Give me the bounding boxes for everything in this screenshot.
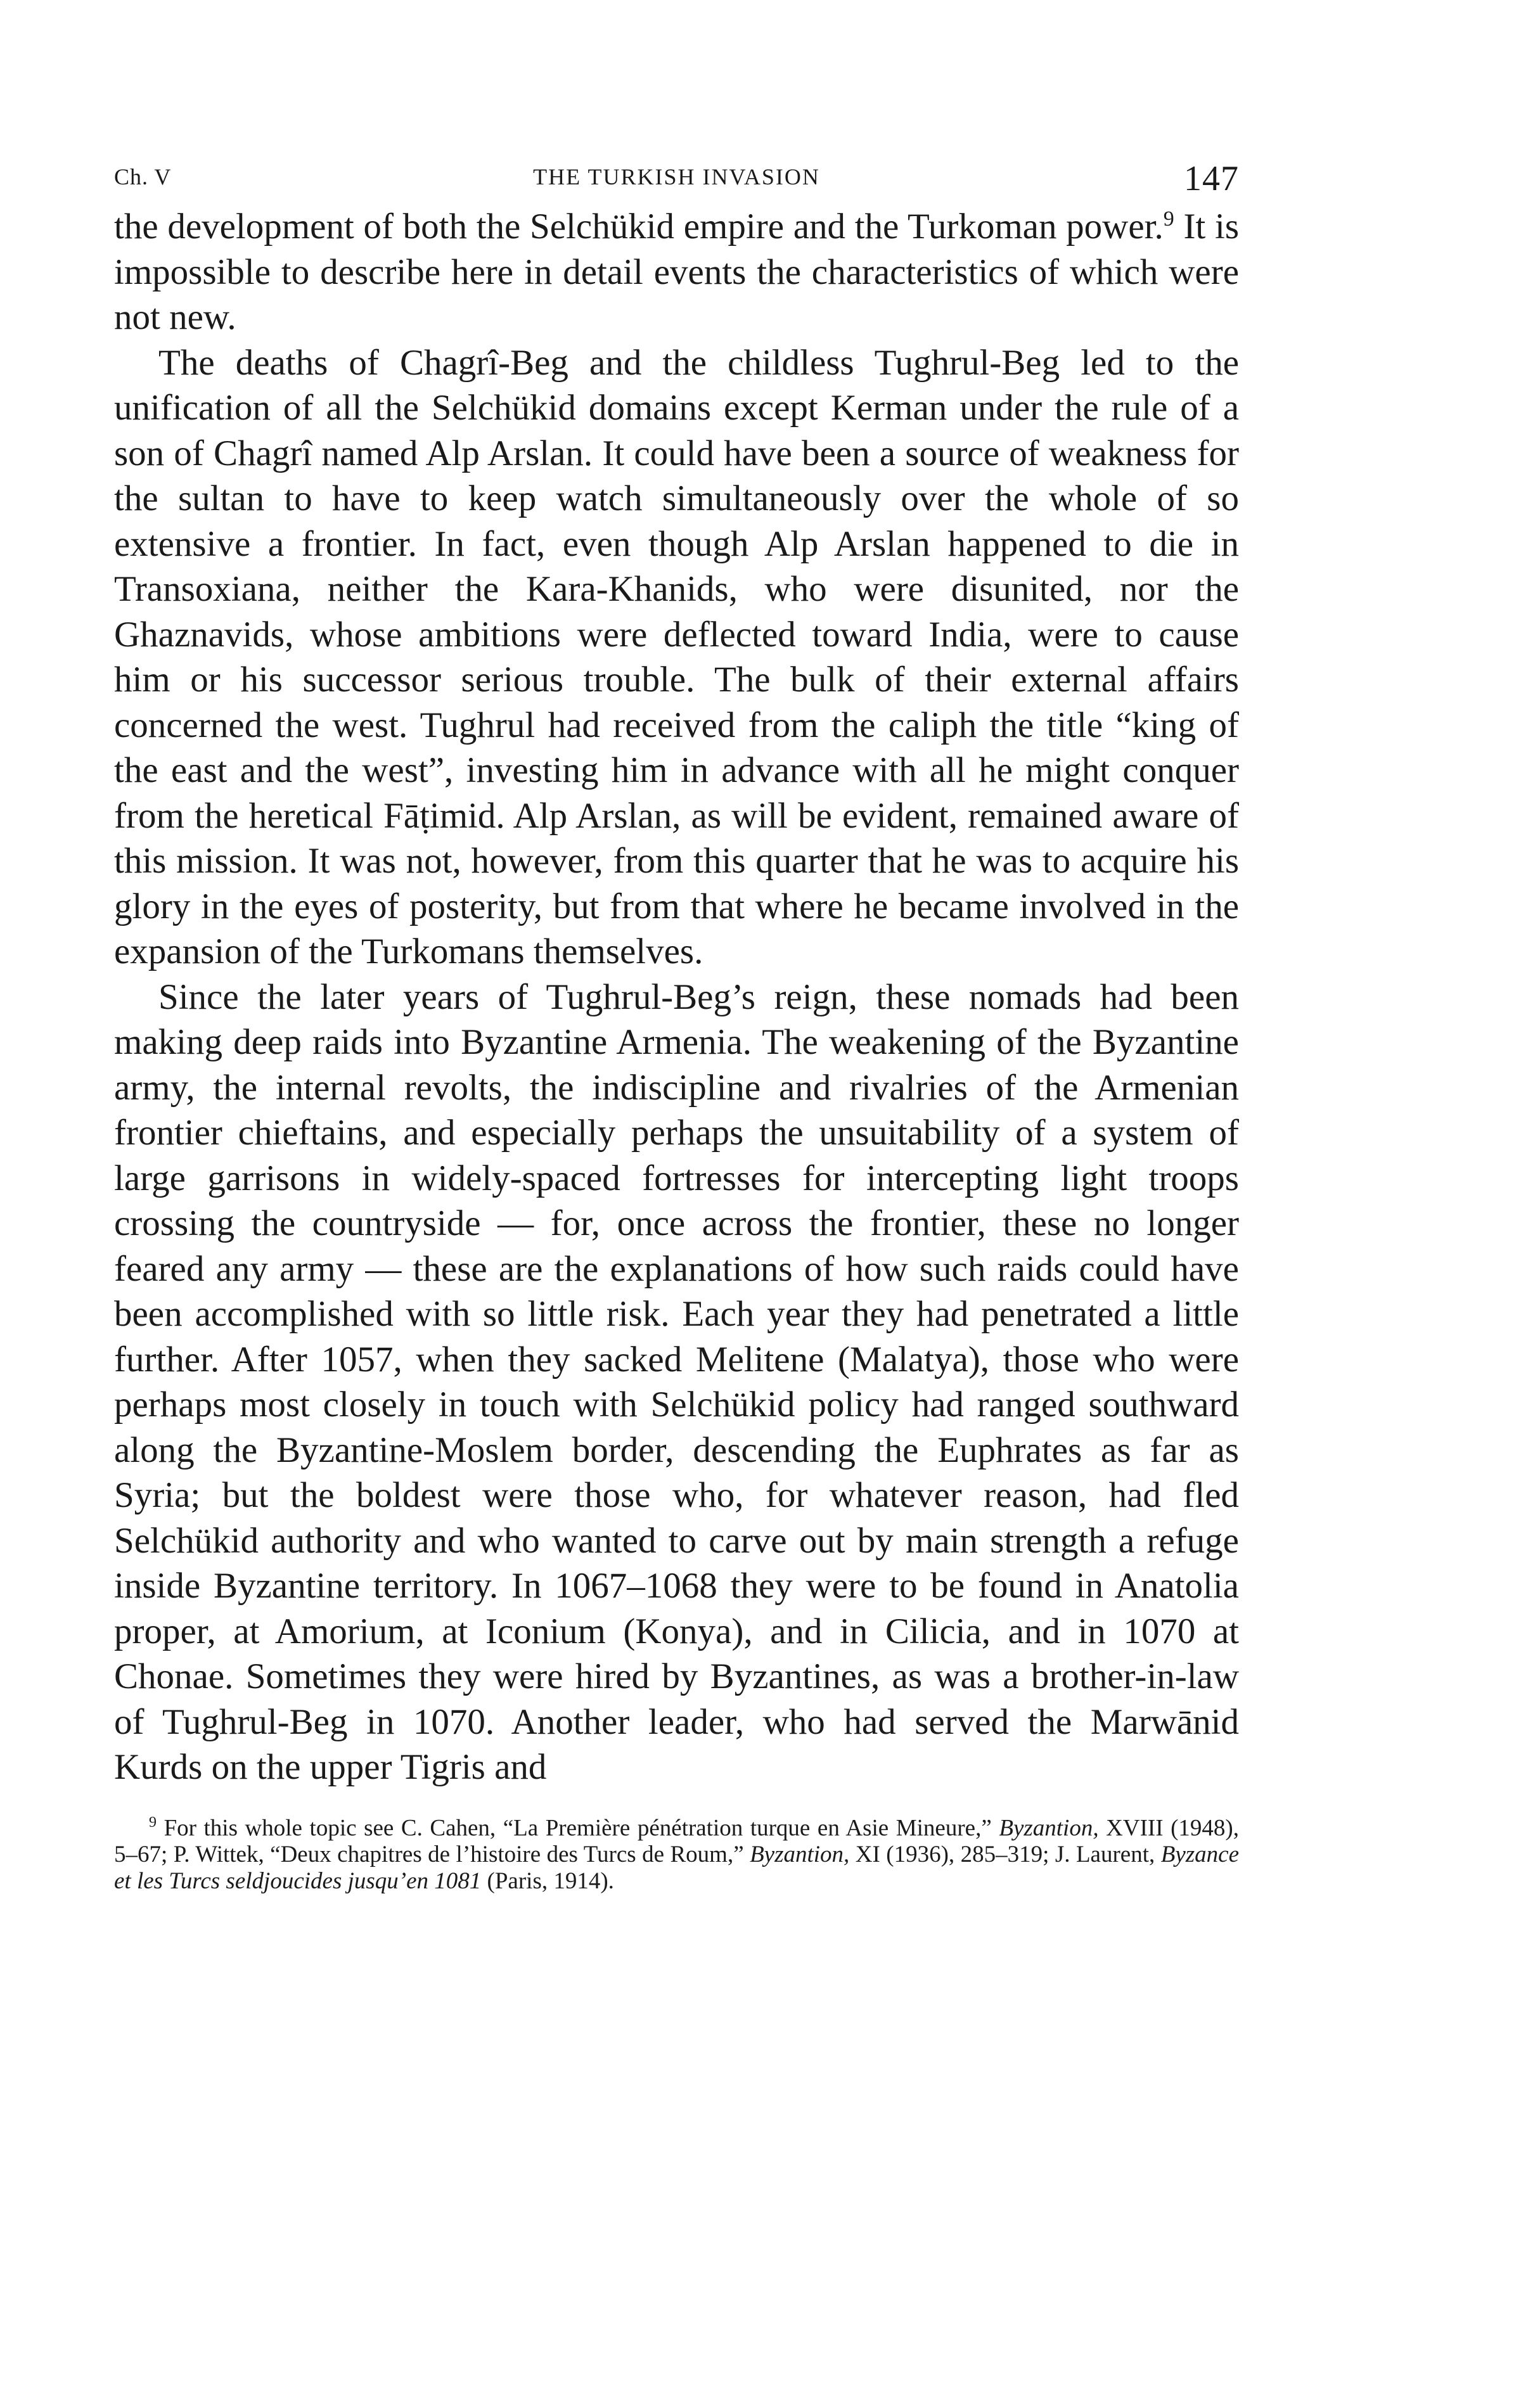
paragraph-2: The deaths of Chagrî-Beg and the childless Tughrul-Beg led to the unification of all the Selchükid domains except Kerman under the rule of a son of Chagrî named Alp Arslan. It could have been a source of weakness for the sultan to have to keep watch simultaneously over the whole of so extensive a frontier. In fact, even though Alp Arslan happened to die in Transoxiana, neither the Kara-Khanids, who were disunited, nor the Ghaznavids, whose ambitions were deflected toward India, were to cause him or his successor serious trouble. The bulk of their external affairs concerned the west. Tughrul had received from the caliph the title “king of the east and the west”, investing him in advance with all he might conquer from the heretical Fāṭimid. Alp Arslan, as will be evident, remained aware of this mission. It was not, however, from this quarter that he was to acquire his glory in the eyes of posterity, but from that where he became involved in the expansion of the Turkomans themselves.: [114, 342, 1239, 971]
running-header: [114, 158, 1239, 196]
paragraph-3: Since the later years of Tughrul-Beg’s reign, these nomads had been making deep raids into Byzantine Armenia. The weakening of the Byzantine army, the internal revolts, the indiscipline and rivalries of the Armenian frontier chieftains, and especially perhaps the unsuitability of a system of large garrisons in widely-spaced fortresses for intercepting light troops crossing the countryside — for, once across the frontier, these no longer feared any army — these are the explanations of how such raids could have been accomplished with so little risk. Each year they had penetrated a little further. After 1057, when they sacked Melitene (Malatya), those who were perhaps most closely in touch with Selchükid policy had ranged southward along the Byzantine-Moslem border, descending the Euphrates as far as Syria; but the boldest were those who, for whatever reason, had fled Selchükid authority and who wanted to carve out by main strength a refuge inside Byzantine territory. In 1067–1068 they were to be found in Anatolia proper, at Amorium, at Iconium (Konya), and in Cilicia, and in 1070 at Chonae. Sometimes they were hired by Byzantines, as was a brother-in-law of Tughrul-Beg in 1070. Another leader, who had served the Marwānid Kurds on the upper Tigris and: [114, 977, 1239, 1787]
running-title: THE TURKISH INVASION: [533, 164, 820, 189]
paragraph-1: the development of both the Selchükid empire and the Turkoman power.$^9$ It is impossible to describe here in detail events the characteristics of which were not new.: [114, 207, 1239, 337]
journal-title: Byzantion,: [999, 1814, 1099, 1841]
book-title: Byzance et les Turcs seldjoucides jusqu’en 1081: [114, 1841, 1239, 1894]
footnote: $^9$ For this whole topic see C. Cahen, “La Première pénétration turque en Asie Mineure,” Byzantion, XVIII (1948), 5–67; P. Wittek, “Deux chapitres de l’histoire des Turcs de Roum,” Byzantion, XI (1936), 285–319; J. Laurent, Byzance et les Turcs seldjoucides jusqu’en 1081 (Paris, 1914).: [114, 1814, 1240, 1894]
body-text: [114, 196, 1239, 1790]
chapter-label: Ch. V: [114, 164, 172, 189]
footnote-number: 9: [149, 1814, 157, 1831]
page-number: 147: [1184, 159, 1239, 198]
footnote-reference: 9: [1163, 207, 1174, 231]
journal-title: Byzantion,: [750, 1841, 850, 1867]
book-page: [114, 158, 1239, 1895]
